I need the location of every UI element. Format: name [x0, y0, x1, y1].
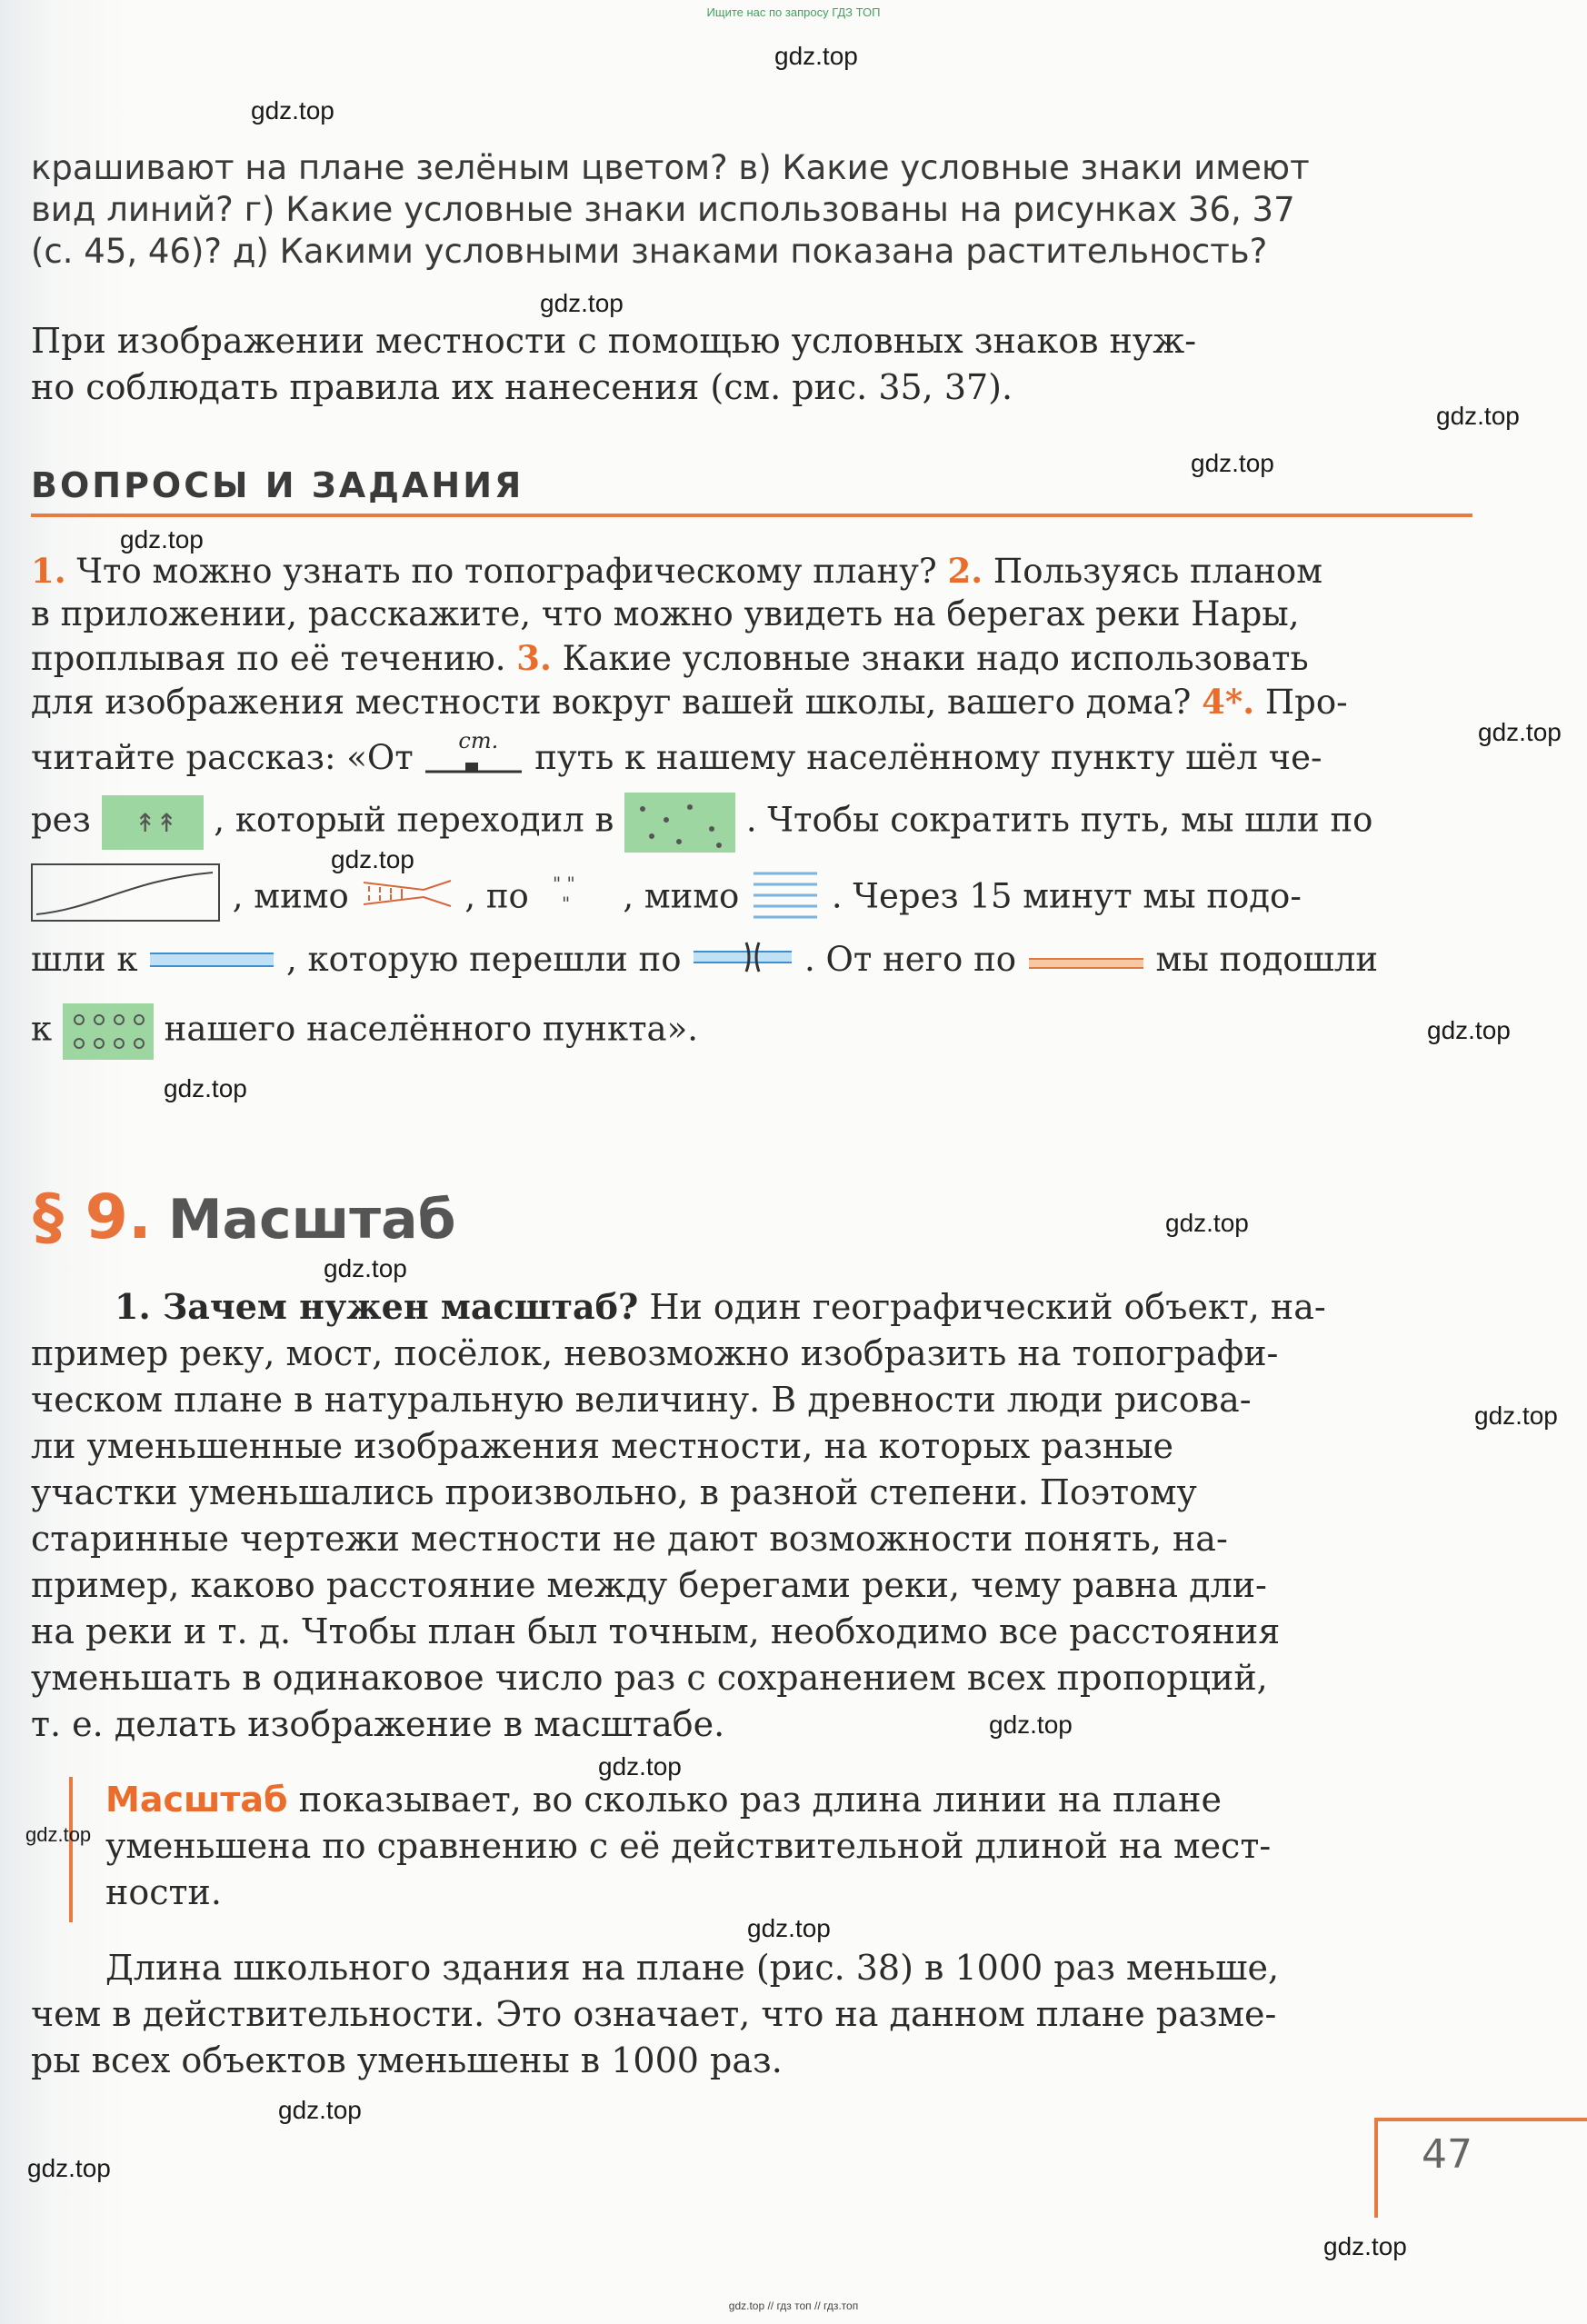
body-line: участки уменьшались произвольно, в разной степени. Поэтому: [31, 1472, 1197, 1512]
subheading: 1. Зачем нужен масштаб?: [115, 1286, 639, 1327]
body-line: ли уменьшенные изображения местности, на которых разные: [31, 1426, 1173, 1466]
forest-icon: [102, 795, 204, 850]
watermark: gdz.top: [1165, 1209, 1249, 1237]
closing-text: Длина школьного здания на плане (рис. 38) в 1000 раз меньше,: [105, 1948, 1280, 1988]
watermark: gdz.top: [989, 1711, 1073, 1739]
questions-heading: ВОПРОСЫ И ЗАДАНИЯ: [31, 465, 524, 505]
question-line: [31, 636, 1472, 681]
story-text: рез: [31, 800, 102, 840]
story-text: . От него по: [804, 940, 1027, 979]
railway-station-icon: [424, 727, 524, 779]
watermark: gdz.top: [1478, 718, 1562, 746]
story-text: шли к: [31, 940, 149, 979]
definition-bar: [69, 1777, 73, 1922]
question-number: 1.: [31, 551, 66, 591]
watermark: gdz.top: [1436, 402, 1520, 430]
meadow-icon: [540, 875, 613, 923]
story-text: нашего населённого пункта».: [164, 1009, 698, 1049]
intro-line: крашивают на плане зелёным цветом? в) Какие условные знаки имеют: [31, 148, 1310, 187]
body-line: пример реку, мост, посёлок, невозможно изобразить на топографи-: [31, 1333, 1279, 1373]
story-text: , мимо: [623, 876, 751, 916]
definition-line: уменьшена по сравнению с её действительной длиной на мест-: [105, 1826, 1272, 1866]
river-icon: [148, 941, 275, 984]
body-line: на реки и т. д. Чтобы план был точным, необходимо все расстояния: [31, 1611, 1281, 1651]
story-text: . Чтобы сократить путь, мы шли по: [745, 800, 1373, 840]
watermark: gdz.top: [598, 1752, 682, 1780]
bridge-icon: [692, 939, 794, 986]
intro-line: вид линий? г) Какие условные знаки использованы на рисунках 36, 37: [31, 190, 1295, 229]
watermark: gdz.top: [774, 42, 858, 70]
closing-paragraph: [31, 1945, 1472, 2084]
watermark: gdz.top: [1191, 449, 1274, 477]
story-text: , мимо: [232, 876, 360, 916]
main-paragraph: [31, 1283, 1472, 1748]
definition-box: [105, 1777, 1469, 1916]
station-label: ст.: [458, 727, 499, 753]
story-text: . Через 15 минут мы подо-: [831, 876, 1302, 916]
question-number: 2.: [947, 551, 983, 591]
question-text: Что можно узнать по топографическому плану?: [65, 552, 948, 591]
question-text: для изображения местности вокруг вашей школы, вашего дома?: [31, 683, 1203, 722]
question-number: 3.: [516, 638, 552, 678]
question-text: Про-: [1254, 683, 1348, 722]
shrub-icon: [624, 793, 735, 853]
section-name: Масштаб: [167, 1188, 456, 1252]
story-text: , по: [464, 876, 540, 916]
watermark: gdz.top: [324, 1254, 407, 1282]
body-text: Ни один географический объект, на-: [638, 1287, 1326, 1327]
rule-line: При изображении местности с помощью условных знаков нуж-: [31, 321, 1197, 361]
ravine-icon: [360, 875, 454, 923]
bottom-banner: gdz.top // гдз топ // гдз.топ: [728, 2299, 859, 2312]
question-number: 4*.: [1202, 682, 1255, 722]
watermark: gdz.top: [164, 1074, 247, 1102]
watermark: gdz.top: [331, 845, 414, 873]
watermark: gdz.top: [540, 289, 624, 317]
watermark: gdz.top: [27, 2154, 111, 2182]
watermark: gdz.top: [251, 96, 334, 125]
question-text: проплывая по её течению.: [31, 639, 517, 678]
body-line: уменьшать в одинаковое число раз с сохранением всех пропорций,: [31, 1658, 1268, 1698]
question-text: в приложении, расскажите, что можно увидеть на берегах реки Нары,: [31, 594, 1300, 633]
body-line: пример, каково расстояние между берегами реки, чему равна дли-: [31, 1565, 1267, 1605]
page-number: 47: [1422, 2131, 1472, 2178]
closing-line: чем в действительности. Это означает, что на данном плане разме-: [31, 1994, 1277, 2034]
question-text: Пользуясь планом: [983, 552, 1322, 591]
watermark: gdz.top: [747, 1914, 831, 1942]
intro-text: [31, 147, 1472, 273]
closing-line: ры всех объектов уменьшены в 1000 раз.: [31, 2040, 783, 2080]
rule-paragraph: [31, 318, 1472, 411]
watermark: gdz.top: [1323, 2232, 1407, 2260]
page-corner-line: [1374, 2118, 1587, 2121]
question-line: [31, 938, 1472, 986]
watermark: gdz.top: [278, 2096, 362, 2124]
question-text: Какие условные знаки надо использовать: [551, 639, 1309, 678]
section-title: [33, 1182, 455, 1253]
body-line: [31, 1283, 1472, 1331]
svg-text:" ": " ": [552, 875, 575, 894]
intro-line: (с. 45, 46)? д) Какими условными знаками показана растительность?: [31, 232, 1268, 271]
closing-line: [31, 1945, 1472, 1991]
definition-text: показывает, во сколько раз длина линии на плане: [287, 1780, 1222, 1820]
road-icon: [1027, 941, 1145, 984]
question-line: [31, 593, 1472, 636]
question-line: [31, 1003, 1472, 1060]
page-corner-line: [1374, 2118, 1378, 2218]
story-text: путь к нашему населённому пункту шёл че-: [534, 738, 1322, 777]
swamp-icon: [750, 866, 821, 932]
top-banner: Ищите нас по запросу ГДЗ ТОП: [706, 5, 881, 19]
question-line: [31, 549, 1472, 593]
story-text: , которую перешли по: [285, 940, 693, 979]
svg-text:↟↟: ↟↟: [134, 808, 177, 838]
question-line: [31, 863, 1472, 934]
definition-line: [105, 1777, 1469, 1823]
heading-divider: [31, 514, 1472, 517]
slope-icon: [31, 863, 222, 934]
body-line: старинные чертежи местности не дают возможности понять, на-: [31, 1519, 1228, 1559]
definition-term: Масштаб: [105, 1780, 288, 1820]
watermark: gdz.top: [25, 1823, 92, 1846]
story-text: , который переходил в: [214, 800, 625, 840]
watermark: gdz.top: [120, 525, 204, 554]
rule-line: но соблюдать правила их нанесения (см. рис. 35, 37).: [31, 367, 1013, 407]
watermark: gdz.top: [1474, 1401, 1558, 1430]
body-line: ческом плане в натуральную величину. В древности люди рисова-: [31, 1380, 1252, 1420]
svg-text:": ": [561, 893, 570, 912]
orchard-icon: [63, 1003, 154, 1060]
watermark: gdz.top: [1427, 1016, 1511, 1044]
body-line: т. е. делать изображение в масштабе.: [31, 1704, 725, 1744]
definition-line: ности.: [105, 1872, 222, 1912]
section-sign: § 9.: [33, 1182, 152, 1253]
question-line: [31, 727, 1472, 780]
question-line: [31, 680, 1472, 724]
story-text: читайте рассказ: «От: [31, 738, 424, 777]
story-text: мы подошли: [1155, 940, 1379, 979]
question-line: [31, 793, 1472, 853]
story-text: к: [31, 1009, 63, 1049]
